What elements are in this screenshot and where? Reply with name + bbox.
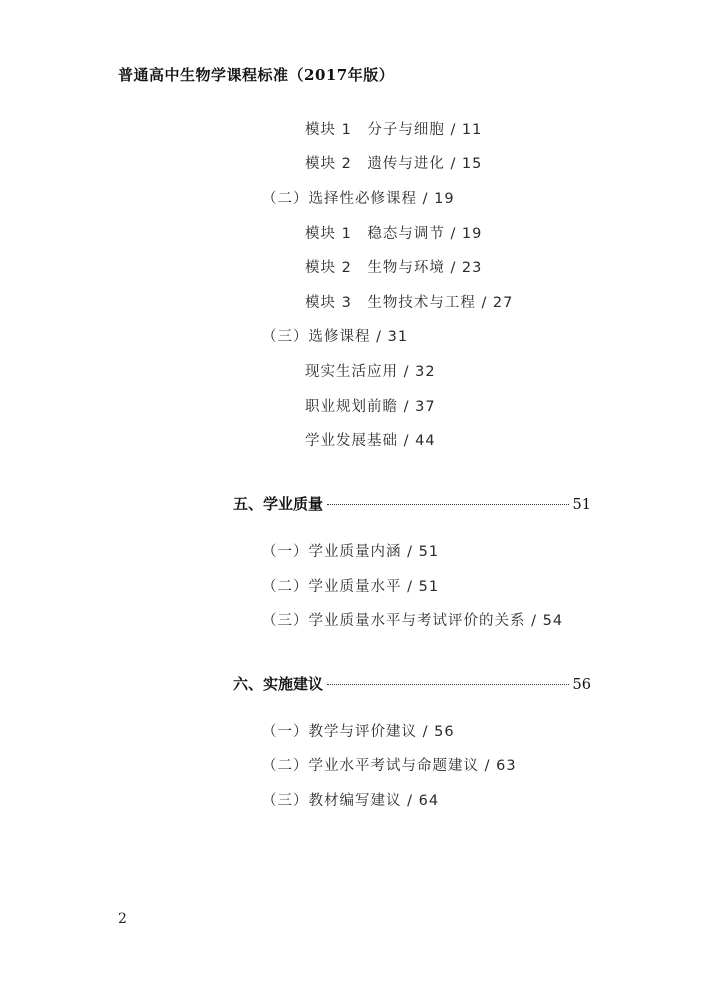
toc-entry-career[interactable]: 职业规划前瞻 / 37 bbox=[305, 399, 436, 415]
toc-entry-quality-connotation[interactable]: （一）学业质量内涵 / 51 bbox=[262, 544, 440, 560]
section-page-number: 51 bbox=[572, 497, 591, 513]
section-title: 六、实施建议 bbox=[233, 675, 324, 693]
toc-entry-optional-courses[interactable]: （三）选修课程 / 31 bbox=[262, 329, 409, 345]
toc-entry-module-3-biotech[interactable]: 模块 3 生物技术与工程 / 27 bbox=[305, 295, 514, 311]
section-page-number: 56 bbox=[572, 677, 591, 693]
toc-entry-quality-exam-relation[interactable]: （三）学业质量水平与考试评价的关系 / 54 bbox=[262, 613, 564, 629]
toc-entry-exam-proposition[interactable]: （二）学业水平考试与命题建议 / 63 bbox=[262, 758, 517, 774]
toc-entry-real-life[interactable]: 现实生活应用 / 32 bbox=[305, 364, 436, 380]
running-header: 普通高中生物学课程标准（2017年版） bbox=[118, 66, 395, 84]
toc-entry-module-1[interactable]: 模块 1 分子与细胞 / 11 bbox=[305, 122, 483, 138]
toc-section-academic-quality[interactable] bbox=[233, 493, 591, 514]
toc-entry-textbook-writing[interactable]: （三）教材编写建议 / 64 bbox=[262, 793, 440, 809]
toc-entry-module-2[interactable]: 模块 2 遗传与进化 / 15 bbox=[305, 156, 483, 172]
dot-leader bbox=[327, 684, 569, 685]
toc-section-implementation[interactable] bbox=[233, 673, 591, 694]
toc-entry-elective-required[interactable]: （二）选择性必修课程 / 19 bbox=[262, 191, 455, 207]
section-title: 五、学业质量 bbox=[233, 495, 324, 513]
dot-leader bbox=[327, 504, 569, 505]
toc-entry-teaching-evaluation[interactable]: （一）教学与评价建议 / 56 bbox=[262, 724, 455, 740]
toc-entry-quality-level[interactable]: （二）学业质量水平 / 51 bbox=[262, 579, 440, 595]
toc-entry-module-2-environment[interactable]: 模块 2 生物与环境 / 23 bbox=[305, 260, 483, 276]
toc-entry-module-1-homeostasis[interactable]: 模块 1 稳态与调节 / 19 bbox=[305, 226, 483, 242]
page-number: 2 bbox=[118, 911, 127, 927]
toc-entry-academic-foundation[interactable]: 学业发展基础 / 44 bbox=[305, 433, 436, 449]
